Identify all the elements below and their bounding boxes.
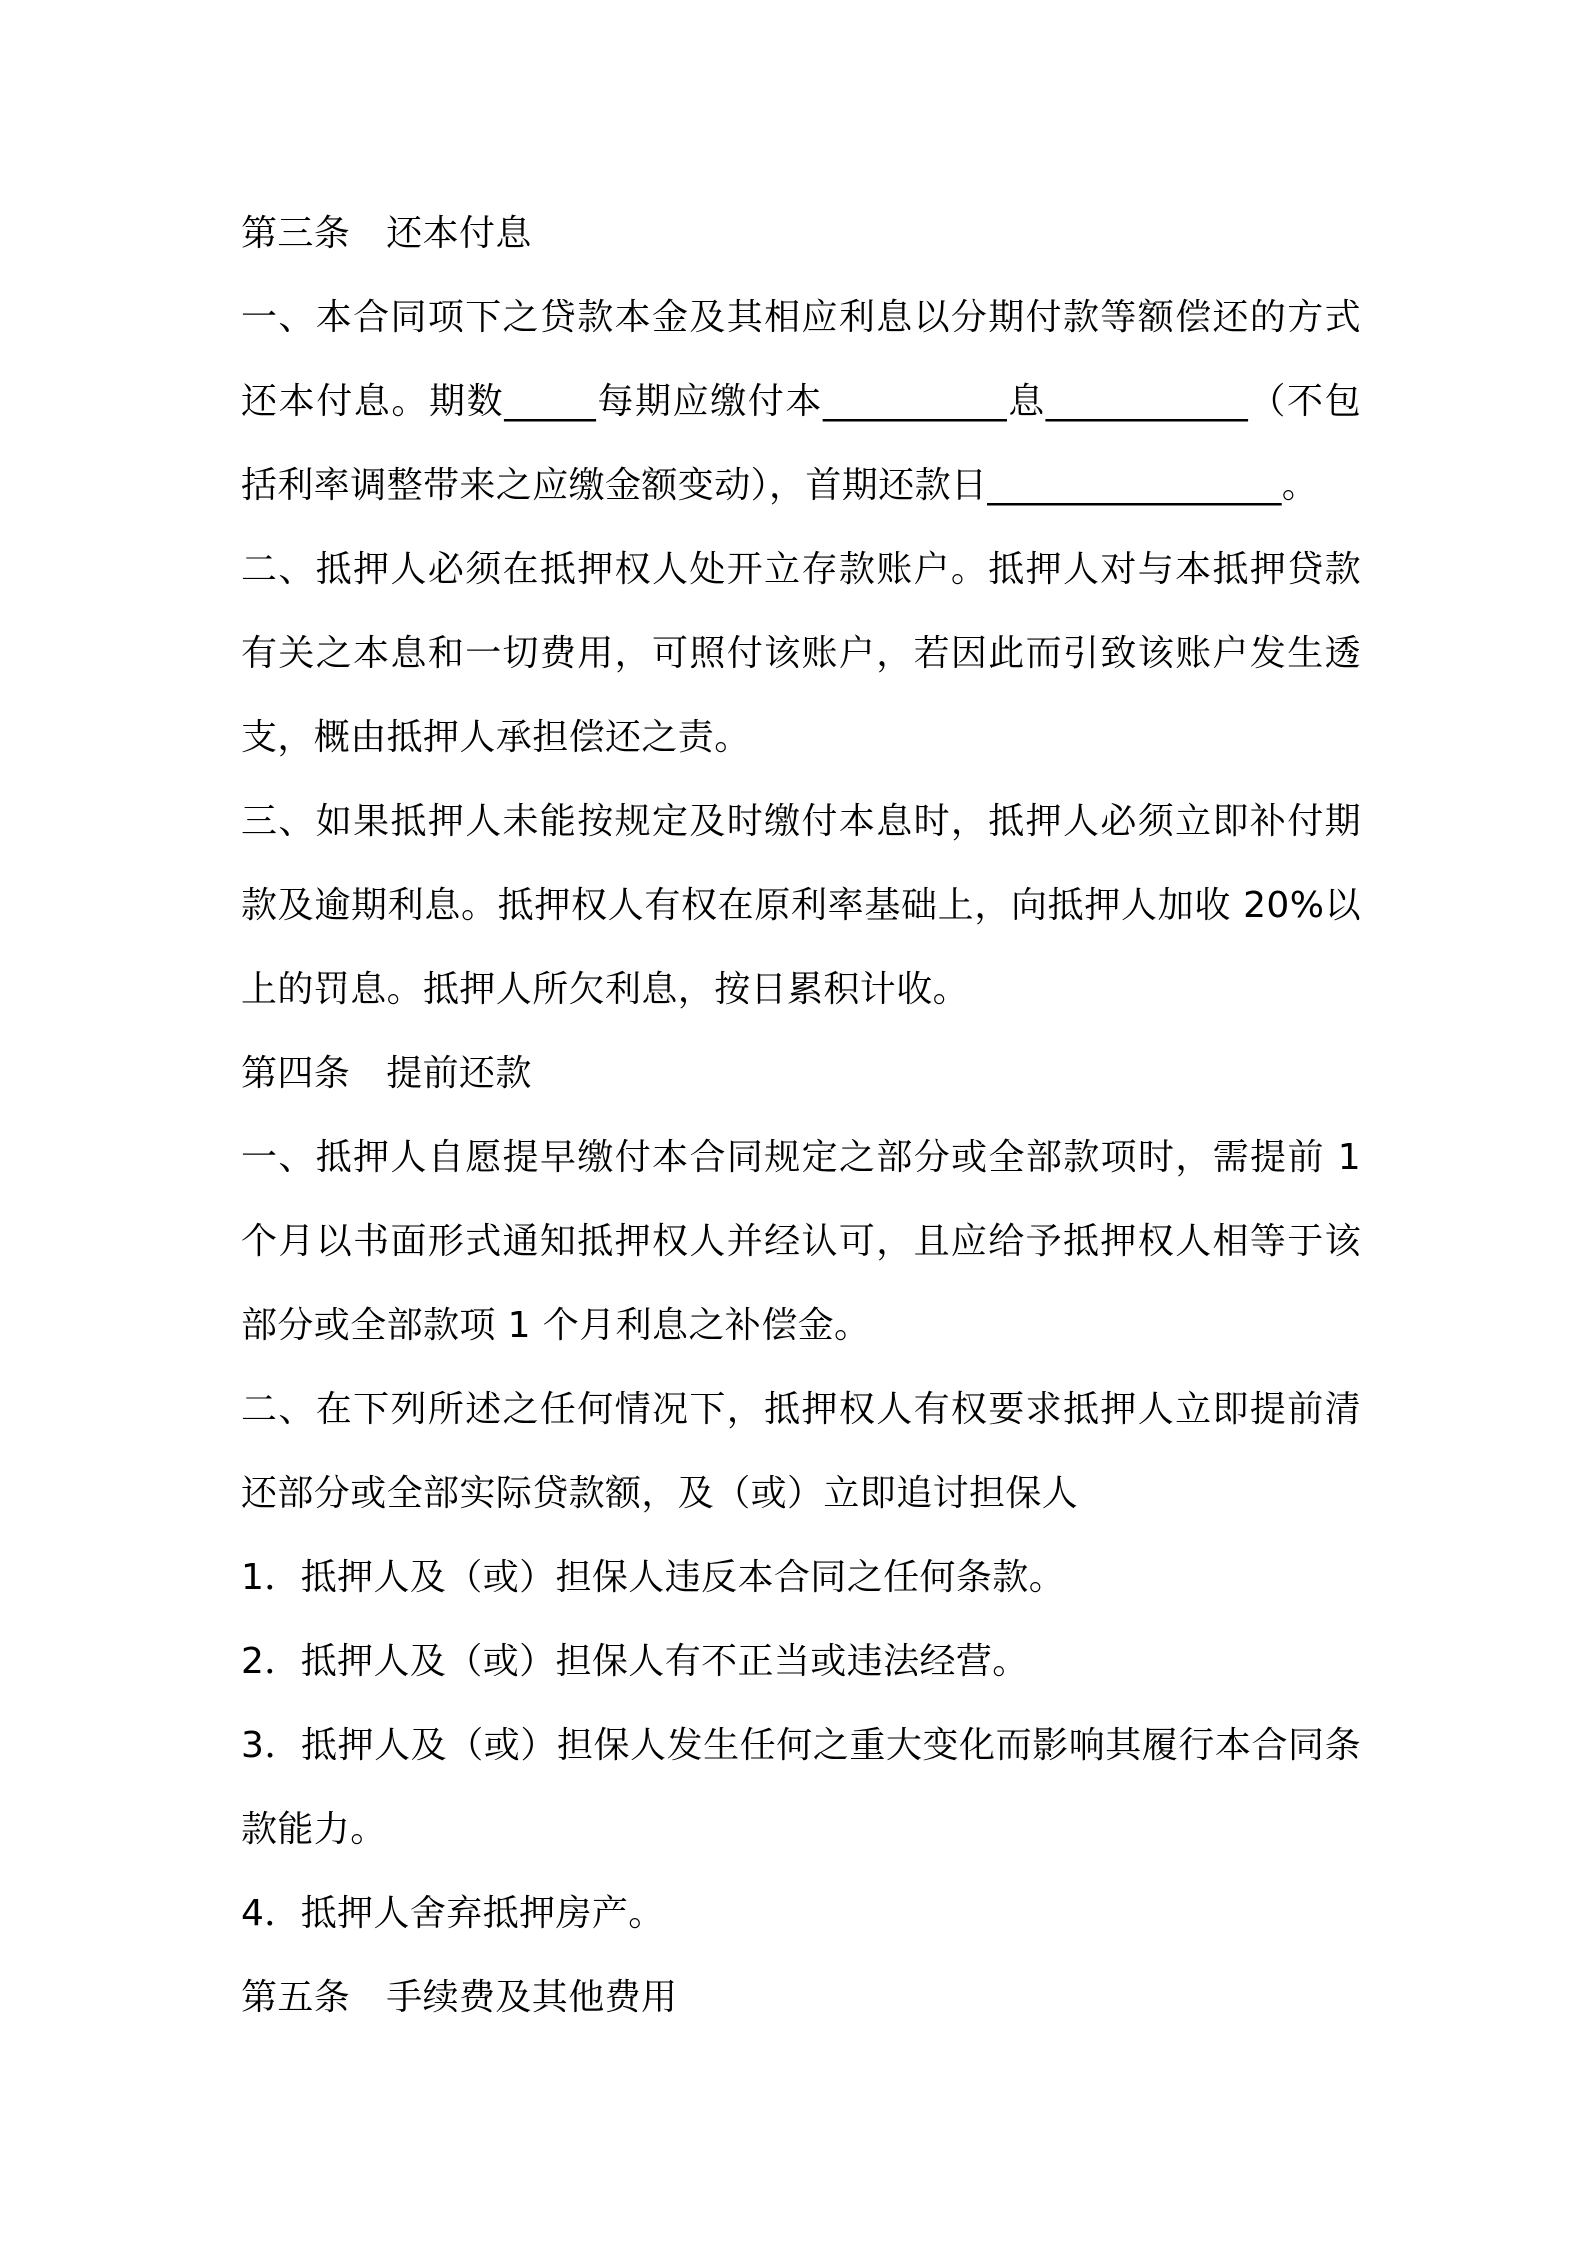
article-heading <box>241 1032 1361 1116</box>
article-number: 第四条 <box>241 1053 351 1094</box>
list-item: 4．抵押人舍弃抵押房产。 <box>241 1893 665 1934</box>
list-item: 1．抵押人及（或）担保人违反本合同之任何条款。 <box>241 1557 1066 1598</box>
contract-body <box>241 192 1361 2040</box>
article-number: 第三条 <box>241 213 351 254</box>
article-title: 提前还款 <box>386 1053 532 1094</box>
article-title: 还本付息 <box>386 213 532 254</box>
article-heading <box>241 192 1361 276</box>
article-title: 手续费及其他费用 <box>386 1977 678 2018</box>
article-number: 第五条 <box>241 1977 351 2018</box>
article-heading <box>241 1956 1361 2040</box>
clause-paragraph: 一、本合同项下之贷款本金及其相应利息以分期付款等额偿还的方式还本付息。期数_____每期应缴付本__________息___________（不包括利率调整带来之应缴金额变动），首期还款日________________。 <box>241 297 1361 506</box>
clause-paragraph: 二、在下列所述之任何情况下，抵押权人有权要求抵押人立即提前清还部分或全部实际贷款额，及（或）立即追讨担保人 <box>241 1389 1361 1514</box>
clause-paragraph: 二、抵押人必须在抵押权人处开立存款账户。抵押人对与本抵押贷款有关之本息和一切费用，可照付该账户，若因此而引致该账户发生透支，概由抵押人承担偿还之责。 <box>241 549 1361 758</box>
clause-paragraph: 一、抵押人自愿提早缴付本合同规定之部分或全部款项时，需提前 1个月以书面形式通知抵押权人并经认可，且应给予抵押权人相等于该部分或全部款项 1 个月利息之补偿金。 <box>241 1137 1361 1346</box>
clause-paragraph: 三、如果抵押人未能按规定及时缴付本息时，抵押人必须立即补付期款及逾期利息。抵押权人有权在原利率基础上，向抵押人加收 20%以上的罚息。抵押人所欠利息，按日累积计收。 <box>241 801 1361 1010</box>
list-item: 2．抵押人及（或）担保人有不正当或违法经营。 <box>241 1641 1029 1682</box>
list-item: 3．抵押人及（或）担保人发生任何之重大变化而影响其履行本合同条款能力。 <box>241 1725 1361 1850</box>
